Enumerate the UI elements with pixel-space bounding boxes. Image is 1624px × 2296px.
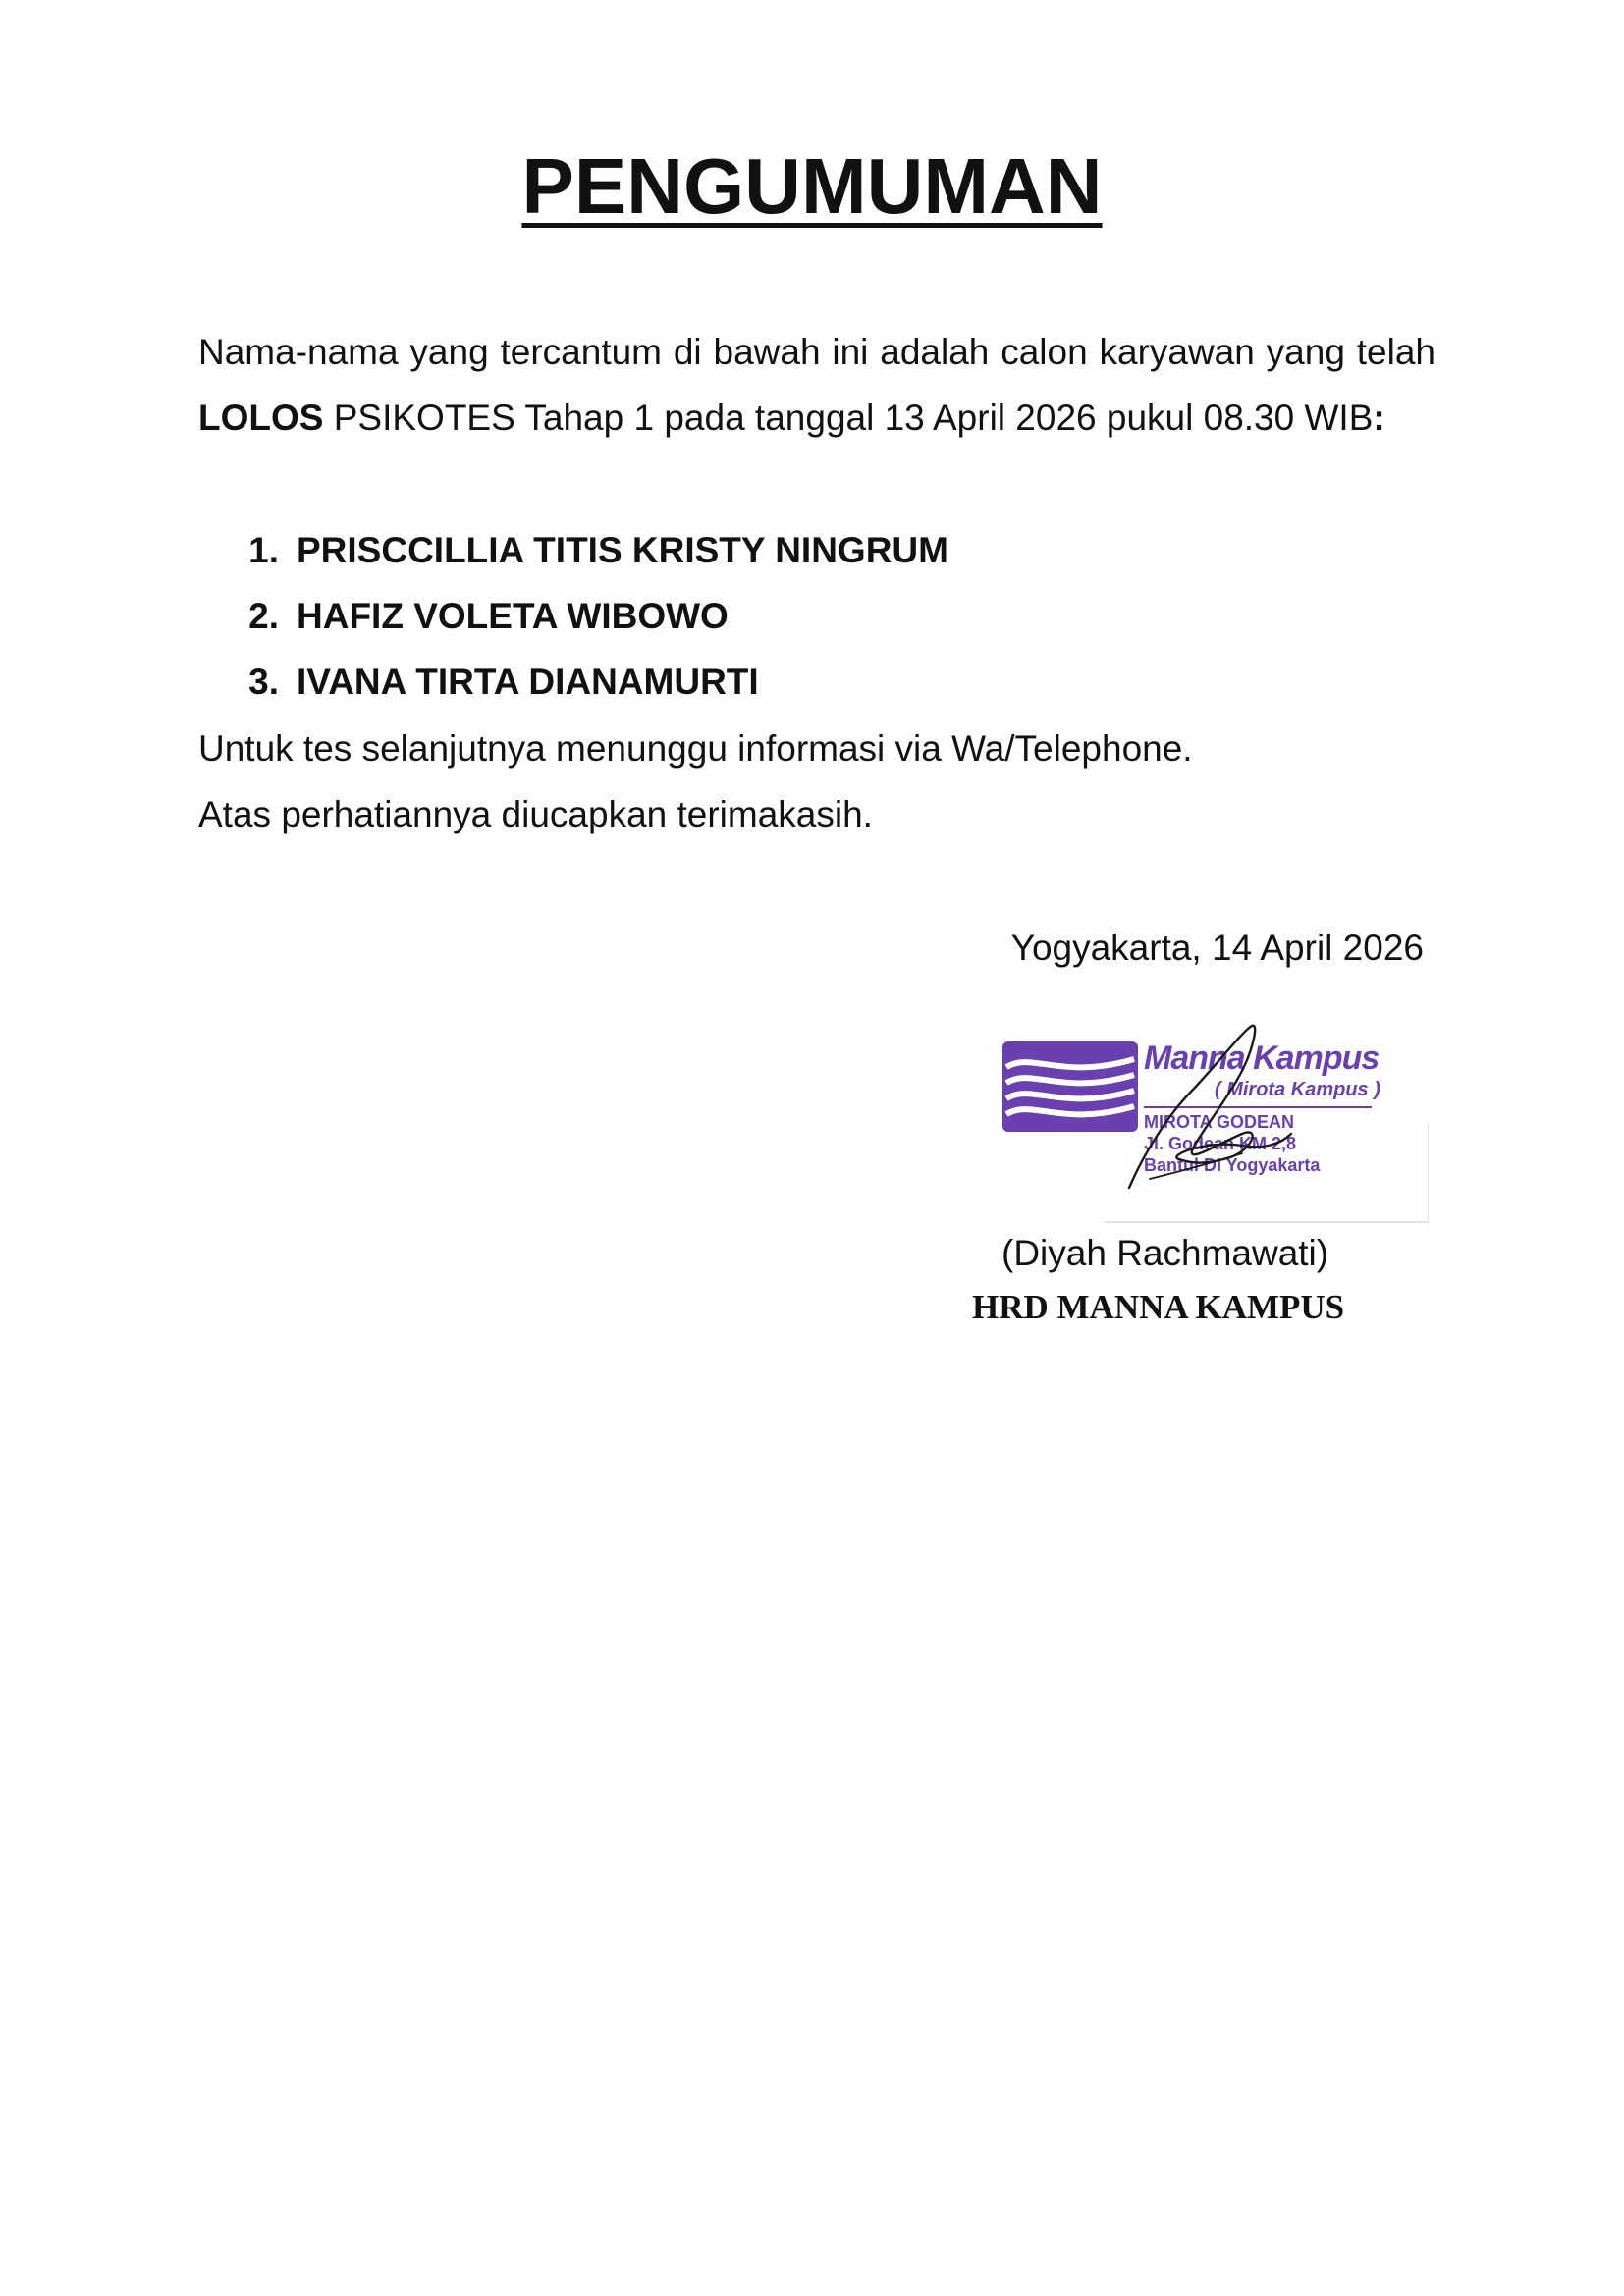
page-title — [0, 142, 1624, 230]
list-item — [198, 583, 1435, 649]
intro-text-part1: Nama-nama yang tercantum di bawah ini adalah calon karyawan yang telah — [198, 332, 1435, 372]
company-stamp — [957, 987, 1429, 1252]
signer-name: (Diyah Rachmawati) — [1001, 1233, 1329, 1273]
list-item — [198, 649, 1435, 715]
list-item-number: 2. — [248, 596, 279, 636]
thanks-line: Atas perhatiannya diucapkan terimakasih. — [198, 794, 873, 834]
list-item-number: 1. — [248, 530, 279, 570]
title-text: PENGUMUMAN — [521, 142, 1103, 230]
signer-role: HRD MANNA KAMPUS — [972, 1288, 1345, 1326]
place-date: Yogyakarta, 14 April 2026 — [1010, 928, 1424, 968]
intro-colon: : — [1373, 398, 1385, 438]
list-item-name: IVANA TIRTA DIANAMURTI — [297, 662, 759, 702]
list-item-name: PRISCCILLIA TITIS KRISTY NINGRUM — [297, 530, 948, 570]
intro-paragraph — [198, 319, 1435, 451]
next-test-info: Untuk tes selanjutnya menunggu informasi via Wa/Telephone. — [198, 728, 1193, 769]
passed-names-list — [198, 517, 1435, 715]
stamp-address-line: MIROTA GODEAN — [1144, 1112, 1294, 1132]
stamp-subtitle: ( Mirota Kampus ) — [1215, 1079, 1380, 1100]
intro-emphasis: LOLOS — [198, 398, 324, 438]
list-item-number: 3. — [248, 662, 279, 702]
stamp-divider — [1144, 1106, 1372, 1108]
stamp-brand: Manna Kampus — [1144, 1040, 1380, 1077]
stamp-address-line: Jl. Godean KM 2,8 — [1144, 1134, 1297, 1153]
stamp-address-line: Bantul DI Yogyakarta — [1144, 1155, 1321, 1175]
list-item-name: HAFIZ VOLETA WIBOWO — [297, 596, 729, 636]
intro-text-part2: PSIKOTES Tahap 1 pada tanggal 13 April 2026 pukul 08.30 WIB — [323, 398, 1374, 438]
list-item — [198, 517, 1435, 583]
stamp-logo-icon — [1002, 1041, 1138, 1132]
